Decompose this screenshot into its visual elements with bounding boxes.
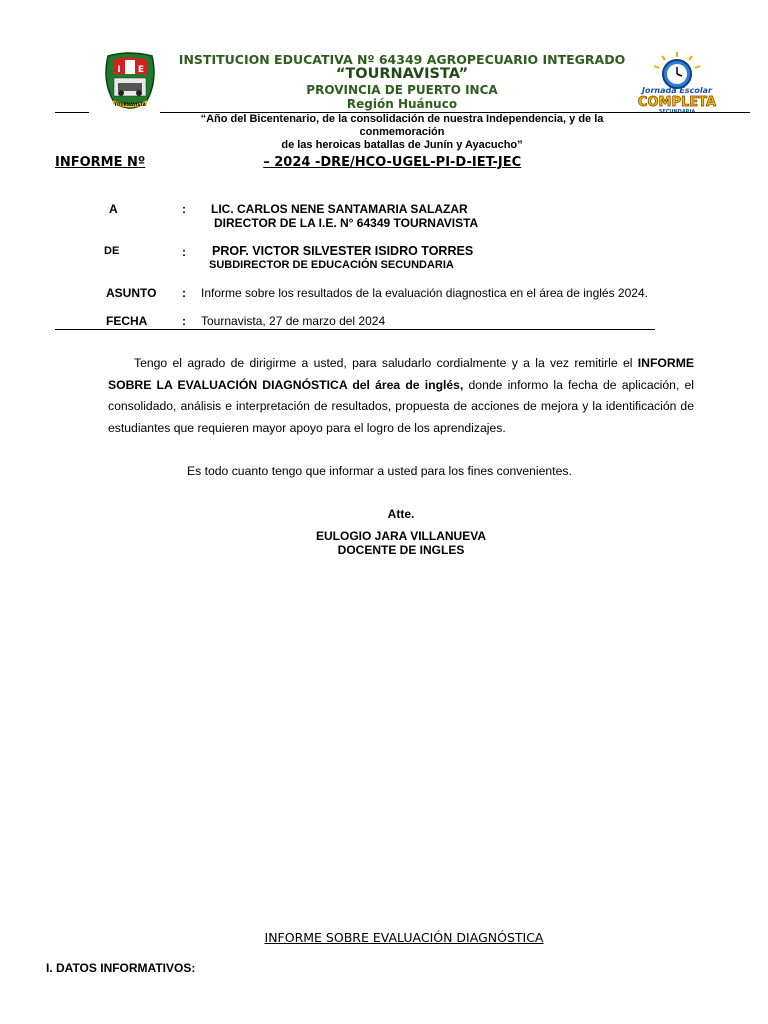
- jornada-escolar-completa-logo: [626, 50, 728, 114]
- from-name: PROF. VICTOR SILVESTER ISIDRO TORRES: [212, 244, 474, 258]
- closing-atte: Atte.: [387, 507, 415, 521]
- signer-name: EULOGIO JARA VILLANUEVA: [315, 529, 486, 543]
- to-label: A: [109, 202, 118, 216]
- region-name: Región Huánuco: [346, 97, 458, 111]
- body-paragraph: [108, 353, 694, 439]
- informe-prefix: INFORME Nº: [55, 155, 146, 170]
- logo-line1: Jornada Escolar: [642, 86, 712, 95]
- from-role: SUBDIRECTOR DE EDUCACIÓN SECUNDARIA: [209, 259, 454, 271]
- to-colon: :: [182, 202, 186, 216]
- header-rule-left: [55, 112, 89, 113]
- province-name: PROVINCIA DE PUERTO INCA: [306, 83, 498, 97]
- section-title: INFORME SOBRE EVALUACIÓN DIAGNÓSTICA: [264, 930, 544, 945]
- crest-letter-left: I: [117, 65, 121, 75]
- school-crest-logo: [100, 52, 160, 114]
- subject-value: Informe sobre los resultados de la evaluación diagnostica en el área de inglés 2024.: [201, 286, 648, 300]
- date-colon: :: [182, 314, 186, 328]
- to-role: DIRECTOR DE LA I.E. N° 64349 TOURNAVISTA: [214, 216, 479, 230]
- institution-name: INSTITUCION EDUCATIVA Nº 64349 AGROPECUARIO INTEGRADO: [178, 52, 626, 67]
- from-label: DE: [104, 245, 120, 257]
- para1-start: Tengo el agrado de dirigirme a usted, para saludarlo cordialmente y a la vez remitirle el: [134, 356, 638, 370]
- closing-paragraph: Es todo cuanto tengo que informar a usted para los fines convenientes.: [187, 464, 572, 478]
- date-value: Tournavista, 27 de marzo del 2024: [201, 314, 386, 328]
- date-label: FECHA: [106, 314, 148, 328]
- subject-label: ASUNTO: [106, 286, 157, 300]
- school-name: “TOURNAVISTA”: [335, 66, 469, 82]
- signer-role: DOCENTE DE INGLES: [337, 543, 465, 557]
- para1-rest: donde informo la fecha de aplicación, el consolidado, análisis e interpretación de resultados, propuesta de acciones de mejora y la identificación de estudiantes que requieren mayor apoyo para el logro de los aprendizajes.: [108, 377, 694, 435]
- from-colon: :: [182, 245, 186, 259]
- logo-line2: COMPLETA: [637, 95, 717, 110]
- subject-colon: :: [182, 286, 186, 300]
- informe-number: [55, 155, 521, 170]
- to-name: LIC. CARLOS NENE SANTAMARIA SALAZAR: [211, 202, 468, 216]
- crest-letter-right: E: [137, 65, 145, 75]
- motto-line1: “Año del Bicentenario, de la consolidación de nuestra Independencia, y de la conmemoración: [200, 113, 604, 138]
- section-subtitle: I. DATOS INFORMATIVOS:: [46, 961, 196, 975]
- motto-line2: de las heroicas batallas de Junín y Ayacucho”: [281, 139, 523, 151]
- fields-separator: [55, 329, 655, 330]
- year-motto: [160, 113, 644, 152]
- crest-banner-text: TOURNAVISTA: [114, 102, 146, 107]
- informe-code: – 2024 -DRE/HCO-UGEL-PI-D-IET-JEC: [263, 155, 522, 170]
- para1-bold: INFORME SOBRE LA EVALUACIÓN DIAGNÓSTICA del área de inglés,: [108, 356, 694, 392]
